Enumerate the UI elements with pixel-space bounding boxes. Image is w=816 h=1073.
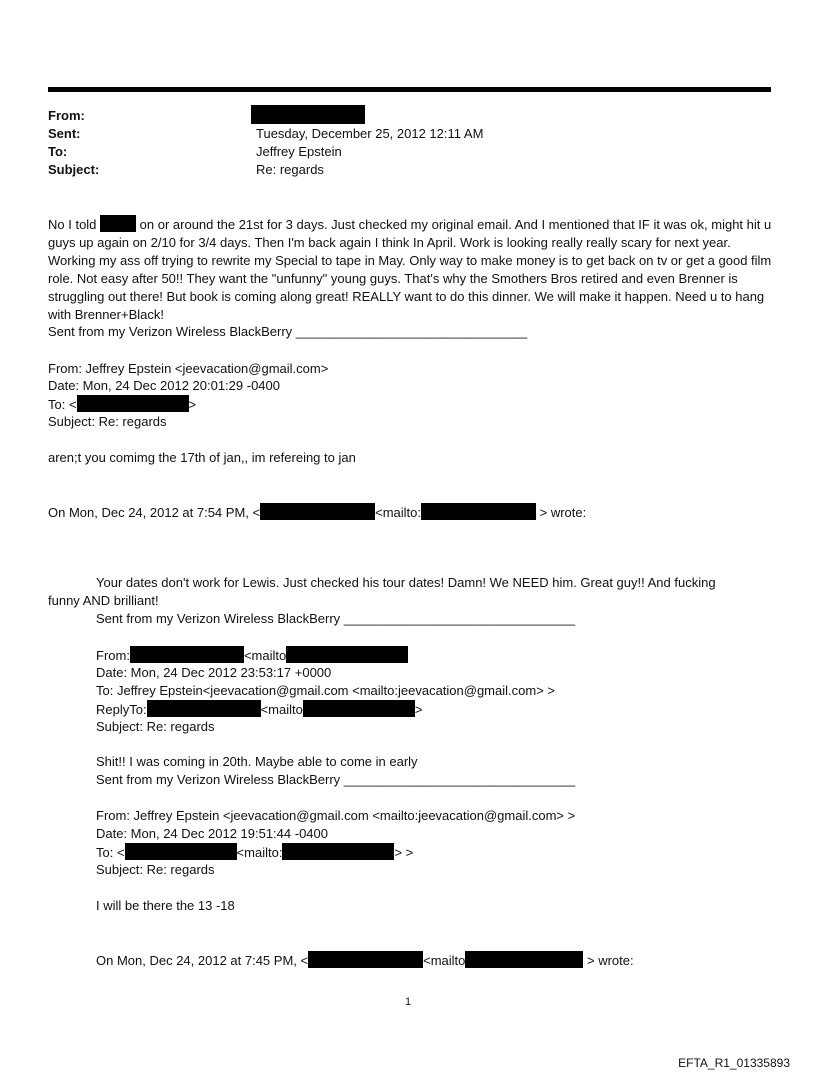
quoted-body: I will be there the 13 -18 <box>96 898 235 913</box>
subject-value: Re: regards <box>256 162 324 177</box>
redaction-box <box>421 503 536 520</box>
to-value: Jeffrey Epstein <box>256 144 342 159</box>
sent-from-line: Sent from my Verizon Wireless BlackBerry ________________________________ <box>96 611 576 626</box>
quoted-body: Shit!! I was coming in 20th. Maybe able to come in early <box>96 754 418 769</box>
quoted-date: Date: Mon, 24 Dec 2012 19:51:44 -0400 <box>96 826 328 841</box>
redaction-box <box>308 951 423 968</box>
redaction-box <box>147 700 261 717</box>
sent-value: Tuesday, December 25, 2012 12:11 AM <box>256 126 484 141</box>
redaction-box <box>260 503 375 520</box>
header-rule <box>48 87 771 92</box>
redaction-box <box>282 843 394 860</box>
quoted-replyto: ReplyTo: <mailto > <box>96 702 423 717</box>
quoted-from: From: Jeffrey Epstein <jeevacation@gmail.com <mailto:jeevacation@gmail.com> > <box>96 808 576 823</box>
quoted-body: Your dates don't work for Lewis. Just checked his tour dates! Damn! We NEED him. Great guy!! And fucking <box>96 575 716 590</box>
page-number: 1 <box>404 996 412 1008</box>
quoted-subject: Subject: Re: regards <box>96 862 215 877</box>
on-wrote-line: On Mon, Dec 24, 2012 at 7:54 PM, < <mailto: > wrote: <box>48 505 587 520</box>
redaction-box <box>125 843 237 860</box>
on-wrote-line: On Mon, Dec 24, 2012 at 7:45 PM, < <mailto > wrote: <box>96 953 634 968</box>
redaction-box <box>286 646 408 663</box>
quoted-subject: Subject: Re: regards <box>96 719 215 734</box>
redaction-box <box>100 215 136 232</box>
sent-label: Sent: <box>48 126 81 141</box>
redaction-box <box>130 646 244 663</box>
body-paragraph: No I told on or around the 21st for 3 days. Just checked my original email. And I mentioned that IF it was ok, might hit u guys up again on 2/10 for 3/4 days. Then I'm back again I think In April. Work is looking really really scary for next year. Working my ass off trying to rewrite my Special to tape in May. Only way to make money is to get back on tv or get a good film role. Not easy after 50!! They want the "unfunny" young guys. That's why the Smothers Bros retired and even Brenner is struggling out there! But book is coming along great! REALLY want to do this dinner. We will make it happen. Need u to hang with Brenner+Black! <box>48 217 772 322</box>
quoted-from: From: <mailto <box>96 646 408 665</box>
sent-from-line: Sent from my Verizon Wireless BlackBerry ________________________________ <box>96 772 576 787</box>
quoted-subject: Subject: Re: regards <box>48 414 167 429</box>
quoted-from: From: Jeffrey Epstein <jeevacation@gmail.com> <box>48 361 329 376</box>
to-label: To: <box>48 144 68 159</box>
redaction-box <box>251 105 365 124</box>
quoted-to: To: Jeffrey Epstein<jeevacation@gmail.com <mailto:jeevacation@gmail.com> > <box>96 683 555 698</box>
bates-number: EFTA_R1_01335893 <box>678 1056 790 1070</box>
redaction-box <box>303 700 415 717</box>
quoted-body: funny AND brilliant! <box>48 593 159 608</box>
sent-from-line: Sent from my Verizon Wireless BlackBerry ________________________________ <box>48 324 528 339</box>
quoted-to: To: < > <box>48 397 197 412</box>
quoted-body: aren;t you comimg the 17th of jan,, im refereing to jan <box>48 450 356 465</box>
redaction-box <box>465 951 583 968</box>
quoted-date: Date: Mon, 24 Dec 2012 23:53:17 +0000 <box>96 665 332 680</box>
quoted-to: To: < <mailto: > > <box>96 845 414 860</box>
subject-label: Subject: <box>48 162 100 177</box>
quoted-date: Date: Mon, 24 Dec 2012 20:01:29 -0400 <box>48 378 280 393</box>
redaction-box <box>77 395 189 412</box>
from-label: From: <box>48 108 85 123</box>
